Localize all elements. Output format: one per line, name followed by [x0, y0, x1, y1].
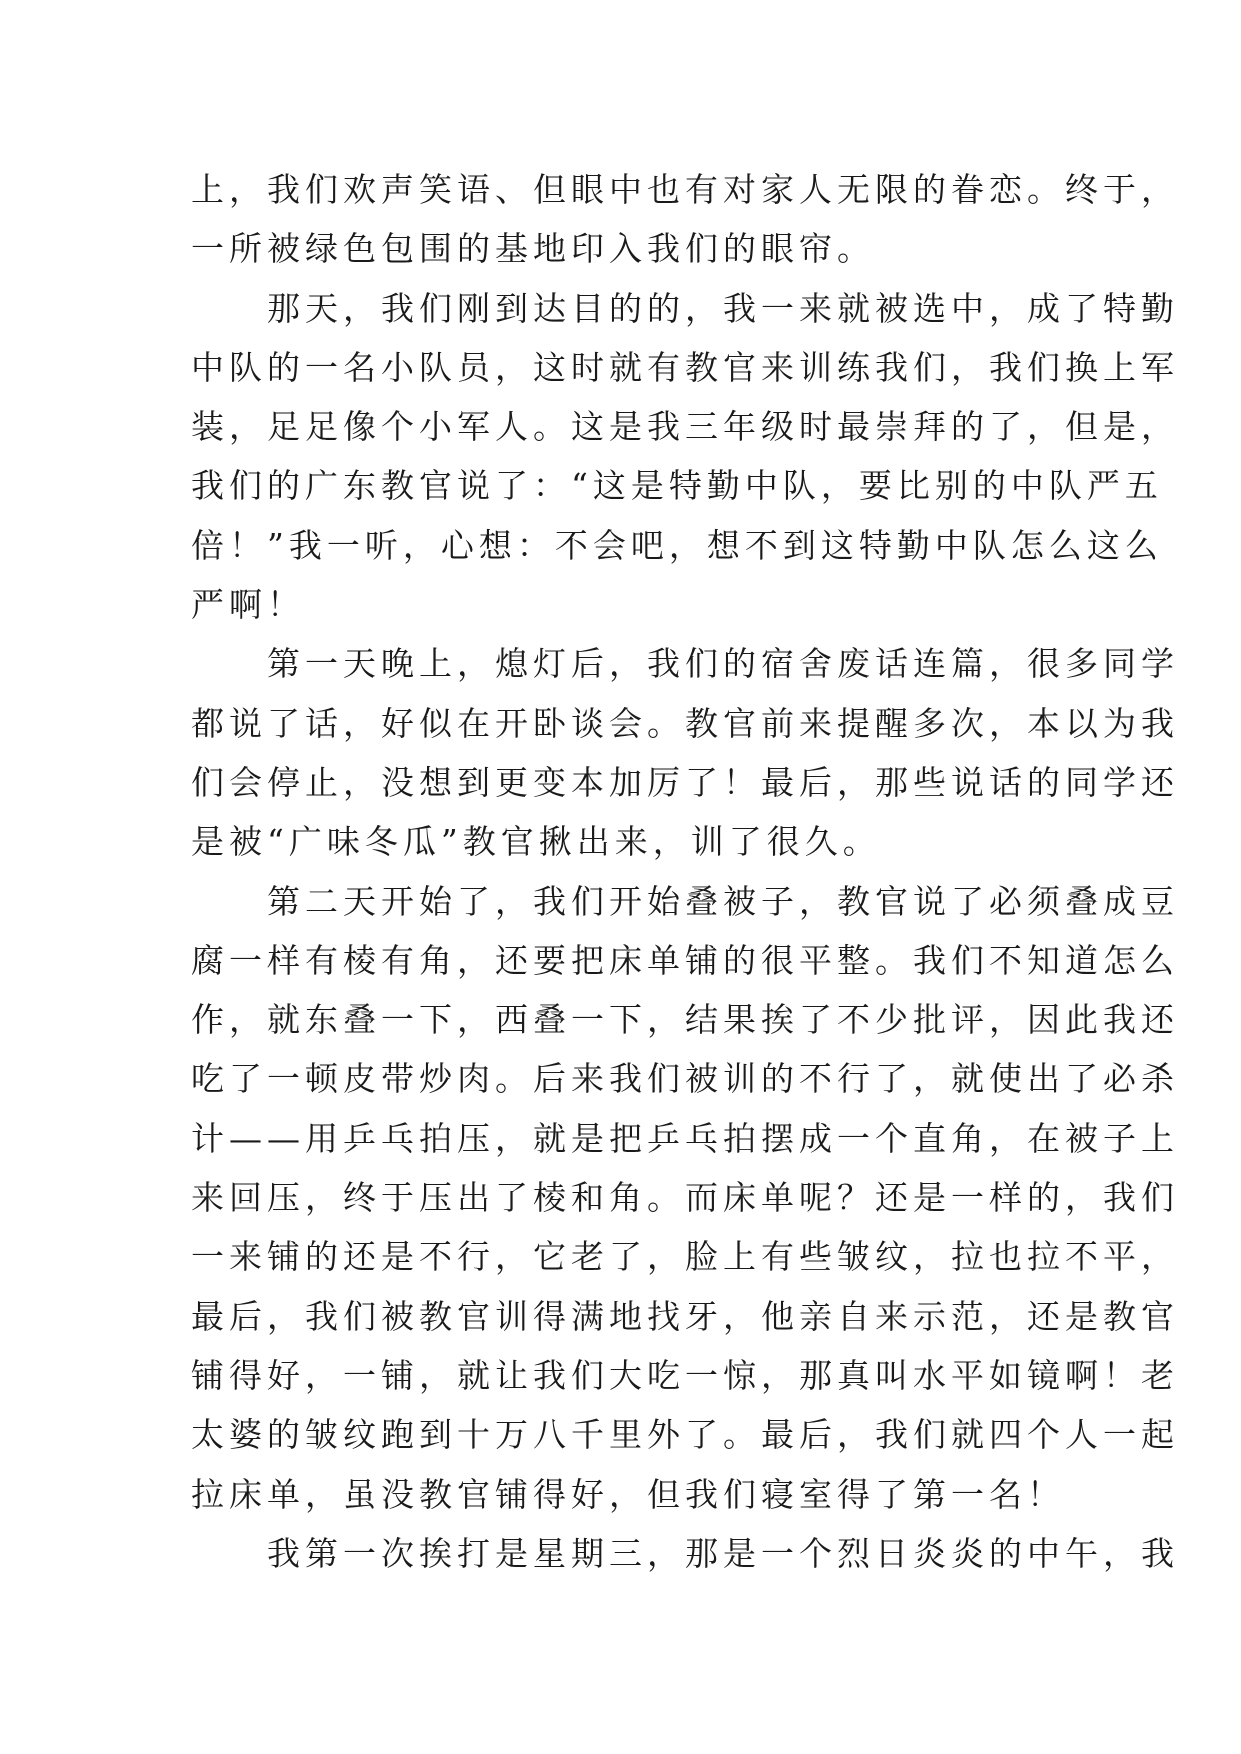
- text-line: 倍！”我一听，心想：不会吧，想不到这特勤中队怎么这么: [191, 525, 1163, 565]
- text-line: 作，就东叠一下，西叠一下，结果挨了不少批评，因此我还: [191, 1000, 1179, 1040]
- text-line: 装，足足像个小军人。这是我三年级时最崇拜的了，但是，: [191, 407, 1179, 447]
- text-line: 拉床单，虽没教官铺得好，但我们寝室得了第一名！: [191, 1474, 1065, 1514]
- text-line: 铺得好，一铺，就让我们大吃一惊，那真叫水平如镜啊！老: [191, 1355, 1179, 1395]
- text-line: 来回压，终于压出了棱和角。而床单呢？还是一样的，我们: [191, 1178, 1179, 1218]
- paragraph-start-line: 第二天开始了，我们开始叠被子，教官说了必须叠成豆: [267, 881, 1179, 921]
- text-line: 中队的一名小队员，这时就有教官来训练我们，我们换上军: [191, 347, 1179, 387]
- text-line: 我们的广东教官说了：“这是特勤中队，要比别的中队严五: [191, 466, 1163, 506]
- text-line: 计——用乒乓拍压，就是把乒乓拍摆成一个直角，在被子上: [191, 1118, 1179, 1158]
- text-line: 们会停止，没想到更变本加厉了！最后，那些说话的同学还: [191, 762, 1179, 802]
- document-body-text: [191, 160, 1179, 1583]
- paragraph-start-line: 那天，我们刚到达目的的，我一来就被选中，成了特勤: [267, 288, 1179, 328]
- text-line: 一来铺的还是不行，它老了，脸上有些皱纹，拉也拉不平，: [191, 1237, 1179, 1277]
- text-line: 吃了一顿皮带炒肉。后来我们被训的不行了，就使出了必杀: [191, 1059, 1179, 1099]
- text-line: 严啊！: [191, 585, 305, 625]
- text-line: 都说了话，好似在开卧谈会。教官前来提醒多次，本以为我: [191, 703, 1179, 743]
- text-line: 最后，我们被教官训得满地找牙，他亲自来示范，还是教官: [191, 1296, 1179, 1336]
- text-line: 是被“广味冬瓜”教官揪出来，训了很久。: [191, 822, 881, 862]
- text-line: 上，我们欢声笑语、但眼中也有对家人无限的眷恋。终于，: [191, 170, 1179, 209]
- paragraph-start-line: 第一天晚上，熄灯后，我们的宿舍废话连篇，很多同学: [267, 644, 1179, 684]
- text-line: 太婆的皱纹跑到十万八千里外了。最后，我们就四个人一起: [191, 1415, 1179, 1455]
- paragraph-start-line: 我第一次挨打是星期三，那是一个烈日炎炎的中午，我: [267, 1533, 1179, 1573]
- text-line: 一所被绿色包围的基地印入我们的眼帘。: [191, 229, 875, 269]
- text-line: 腐一样有棱有角，还要把床单铺的很平整。我们不知道怎么: [191, 940, 1179, 980]
